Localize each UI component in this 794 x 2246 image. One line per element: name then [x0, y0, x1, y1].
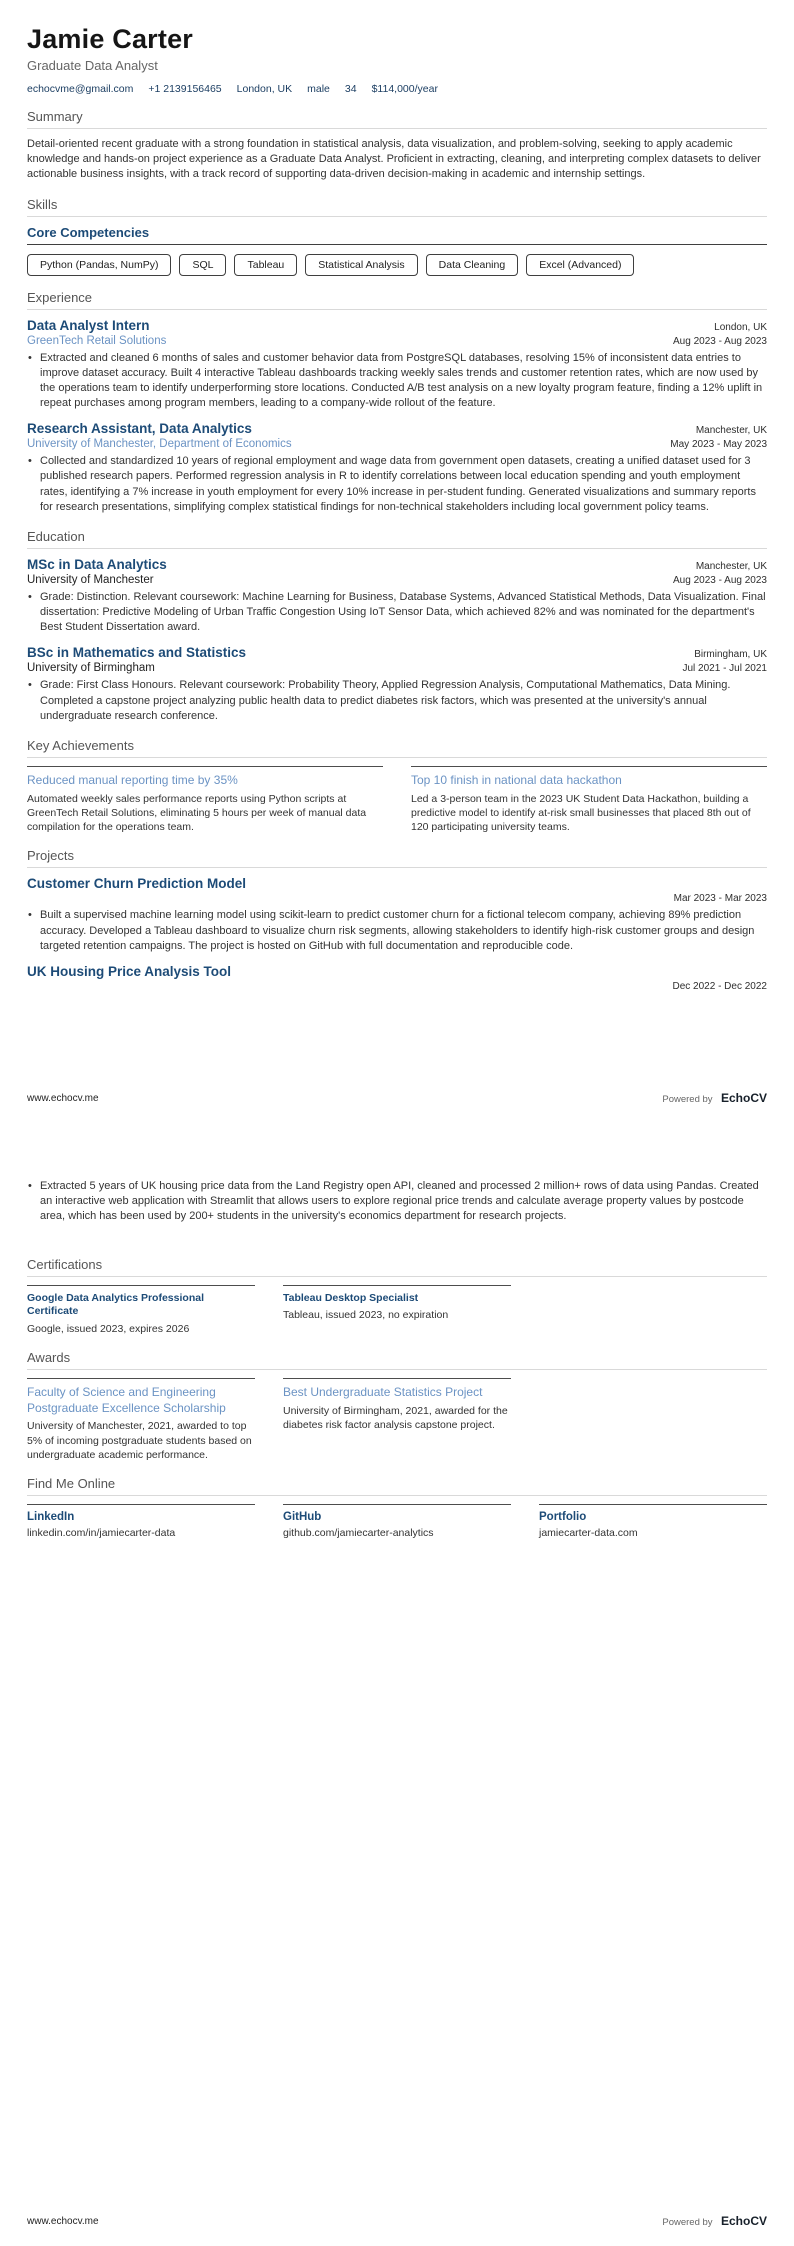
online-link-item — [283, 1504, 511, 1540]
skills-pill-row — [27, 254, 767, 276]
education-entry-title: BSc in Mathematics and Statistics — [27, 645, 247, 661]
education-entry-dates: Aug 2023 - Aug 2023 — [673, 574, 767, 586]
contact-phone-link[interactable]: +1 2139156465 — [148, 83, 222, 96]
contact-salary: $114,000/year — [371, 83, 438, 96]
skills-section — [27, 197, 767, 276]
project-entry-bullet: • Built a supervised machine learning model using scikit-learn to predict customer churn for a fictional telecom company, achieving 89% prediction accuracy. Developed a Tableau dashboard to visualize churn risk segments, allowing stakeholders to identify high-risk customer groups and design targeted retention campaigns. The project is hosted on GitHub with full documentation and reproducible code. — [27, 908, 767, 954]
certification-text: Google, issued 2023, expires 2026 — [27, 1322, 190, 1335]
footer-powered — [662, 1089, 767, 1107]
page-footer — [27, 1089, 767, 1107]
footer-site-link[interactable]: www.echocv.me — [27, 1092, 99, 1104]
award-title: Best Undergraduate Statistics Project — [283, 1385, 483, 1400]
education-entry-location: Manchester, UK — [695, 560, 767, 572]
candidate-job-title: Graduate Data Analyst — [27, 58, 158, 74]
certification-title: Tableau Desktop Specialist — [283, 1291, 419, 1304]
awards-section — [27, 1350, 767, 1462]
online-link-item — [27, 1504, 255, 1540]
education-entry-bullet: • Grade: Distinction. Relevant coursework: Machine Learning for Business, Database Systems, Advanced Statistical Methods, Data Visualization. Final dissertation: Predictive Modeling of Urban Traffic Congestion Using IoT Sensor Data, which achieved 82% and was nominated for the department's Best Student Dissertation award. — [27, 590, 767, 636]
contact-email-link[interactable]: echocvme@gmail.com — [27, 83, 134, 96]
experience-entry-title: Research Assistant, Data Analytics — [27, 421, 252, 437]
online-links-grid — [27, 1504, 767, 1540]
footer-site-link[interactable]: www.echocv.me — [27, 2215, 99, 2227]
project-entry-dates: Mar 2023 - Mar 2023 — [673, 893, 767, 905]
resume-page-2 — [0, 1123, 794, 2246]
award-item — [27, 1378, 255, 1462]
skill-pill: Data Cleaning — [426, 254, 519, 276]
certifications-grid — [27, 1285, 767, 1337]
certification-title: Google Data Analytics Professional Certificate — [27, 1291, 204, 1318]
experience-entry-bullet: • Collected and standardized 10 years of regional employment and wage data from government open datasets, creating a unified dataset used for 3 published research papers. Performed regression analysis in R to identify correlations between local education spending and youth employment rates, identifying a 7% increase in youth employment for every 10% increase in per-student funding. Generated visualizations and summary reports for research presentations, simplifying complex statistical findings for non-technical stakeholders including local government policy teams. — [27, 454, 767, 515]
certification-item — [27, 1285, 255, 1337]
experience-entry-bullet: • Extracted and cleaned 6 months of sales and customer behavior data from PostgreSQL databases, resolving 15% of inconsistent data entries to improve dataset accuracy. Built 4 interactive Tableau dashboards tracking weekly sales trends and customer retention rates, which are now used by the operations team to identify underperforming store locations. Conducted A/B test analysis on a new loyalty program feature, finding a 12% uplift in repeat purchases among program members, leading to a company-wide rollout of the feature. — [27, 351, 767, 412]
project-entry-continuation — [27, 1179, 767, 1225]
section-title-skills: Skills — [27, 197, 767, 217]
project-entry — [27, 964, 767, 992]
online-link-url[interactable]: linkedin.com/in/jamiecarter-data — [27, 1527, 176, 1540]
certification-item — [283, 1285, 511, 1337]
achievement-title: Top 10 finish in national data hackathon — [411, 772, 622, 787]
project-entry-title: UK Housing Price Analysis Tool — [27, 963, 232, 979]
section-title-find-me-online: Find Me Online — [27, 1476, 767, 1496]
section-title-education: Education — [27, 529, 767, 549]
education-entry — [27, 645, 767, 724]
awards-grid — [27, 1378, 767, 1462]
education-entry-title: MSc in Data Analytics — [27, 556, 167, 572]
achievement-text: Automated weekly sales performance reports using Python scripts at GreenTech Retail Solutions, eliminating 5 hours per week of manual data compilation for the operations team. — [27, 792, 367, 834]
education-entry — [27, 557, 767, 636]
skills-group-title: Core Competencies — [27, 225, 767, 245]
online-link-label[interactable]: Portfolio — [539, 1511, 587, 1524]
contact-age: 34 — [344, 83, 357, 96]
powered-by-text: Powered by — [662, 2217, 713, 2228]
contact-row — [27, 83, 767, 95]
section-title-certifications: Certifications — [27, 1257, 767, 1277]
online-link-label[interactable]: LinkedIn — [27, 1511, 75, 1524]
award-title: Faculty of Science and Engineering Postgraduate Excellence Scholarship — [27, 1385, 226, 1415]
experience-entry-company: GreenTech Retail Solutions — [27, 334, 167, 347]
project-entry — [27, 876, 767, 954]
achievements-section — [27, 738, 767, 834]
experience-entry — [27, 318, 767, 412]
section-title-achievements: Key Achievements — [27, 738, 767, 758]
skill-pill: Python (Pandas, NumPy) — [27, 254, 171, 276]
achievement-title: Reduced manual reporting time by 35% — [27, 772, 238, 787]
experience-section — [27, 290, 767, 515]
skill-pill: Statistical Analysis — [305, 254, 417, 276]
achievement-text: Led a 3-person team in the 2023 UK Student Data Hackathon, building a predictive model to identify at-risk small businesses that placed 8th out of 120 participating university teams. — [411, 792, 751, 834]
certifications-section — [27, 1257, 767, 1337]
experience-entry-location: Manchester, UK — [695, 425, 767, 437]
education-entry-dates: Jul 2021 - Jul 2021 — [682, 663, 767, 675]
contact-gender: male — [307, 83, 330, 96]
contact-location: London, UK — [236, 83, 293, 96]
achievement-item — [27, 766, 383, 834]
section-title-awards: Awards — [27, 1350, 767, 1370]
certification-text: Tableau, issued 2023, no expiration — [283, 1309, 449, 1322]
education-entry-location: Birmingham, UK — [694, 649, 767, 661]
projects-section — [27, 848, 767, 992]
award-item — [283, 1378, 511, 1462]
section-title-summary: Summary — [27, 109, 767, 129]
experience-entry-location: London, UK — [714, 321, 767, 333]
summary-text: Detail-oriented recent graduate with a strong foundation in statistical analysis, data visualization, and problem-solving, seeking to apply academic knowledge and hands-on project experience as a Graduate Data Analyst. Proficient in extracting, cleaning, and interpreting complex datasets to deliver actionable business insights, with a track record of supporting data-driven decision-making in academic and internship settings. — [27, 138, 761, 181]
online-link-label[interactable]: GitHub — [283, 1511, 322, 1524]
education-entry-school: University of Manchester — [27, 573, 154, 586]
award-text: University of Birmingham, 2021, awarded for the diabetes risk factor analysis capstone project. — [283, 1404, 508, 1431]
online-link-item — [539, 1504, 767, 1540]
project-entry-dates: Dec 2022 - Dec 2022 — [672, 980, 767, 992]
education-section — [27, 529, 767, 724]
section-title-projects: Projects — [27, 848, 767, 868]
experience-entry-title: Data Analyst Intern — [27, 317, 150, 333]
skill-pill: SQL — [179, 254, 226, 276]
resume-header — [27, 24, 767, 95]
achievements-grid — [27, 766, 767, 834]
experience-entry-dates: Aug 2023 - Aug 2023 — [673, 335, 767, 347]
section-title-experience: Experience — [27, 290, 767, 310]
online-link-url[interactable]: github.com/jamiecarter-analytics — [283, 1527, 434, 1540]
find-me-online-section — [27, 1476, 767, 1540]
skill-pill: Tableau — [234, 254, 297, 276]
education-entry-bullet: • Grade: First Class Honours. Relevant coursework: Probability Theory, Applied Regression Analysis, Computational Mathematics, Data Mining. Completed a capstone project analyzing public health data to predict diabetes risk factors, which was presented at the university's annual undergraduate research conference. — [27, 678, 767, 724]
candidate-name: Jamie Carter — [27, 24, 193, 54]
skill-pill: Excel (Advanced) — [526, 254, 634, 276]
online-link-url[interactable]: jamiecarter-data.com — [539, 1527, 638, 1540]
experience-entry-dates: May 2023 - May 2023 — [670, 439, 767, 451]
education-entry-school: University of Birmingham — [27, 662, 155, 675]
summary-section — [27, 109, 767, 183]
page-footer — [27, 2212, 767, 2230]
achievement-item — [411, 766, 767, 834]
powered-by-text: Powered by — [662, 1094, 713, 1105]
experience-entry-company: University of Manchester, Department of Economics — [27, 438, 292, 451]
project-entry-bullet: • Extracted 5 years of UK housing price data from the Land Registry open API, cleaned and processed 2 million+ rows of data using Pandas. Created an interactive web application with Streamlit that allows users to explore regional price trends and calculate average property values by postcode area, which has been used by 200+ students in the university's economics department for research projects. — [27, 1179, 767, 1225]
experience-entry — [27, 421, 767, 515]
echocv-brand: EchoCV — [720, 1091, 767, 1105]
footer-powered — [662, 2212, 767, 2230]
echocv-brand: EchoCV — [720, 2214, 767, 2228]
project-entry-title: Customer Churn Prediction Model — [27, 876, 247, 892]
award-text: University of Manchester, 2021, awarded to top 5% of incoming postgraduate students based on undergraduate academic performance. — [27, 1420, 252, 1461]
